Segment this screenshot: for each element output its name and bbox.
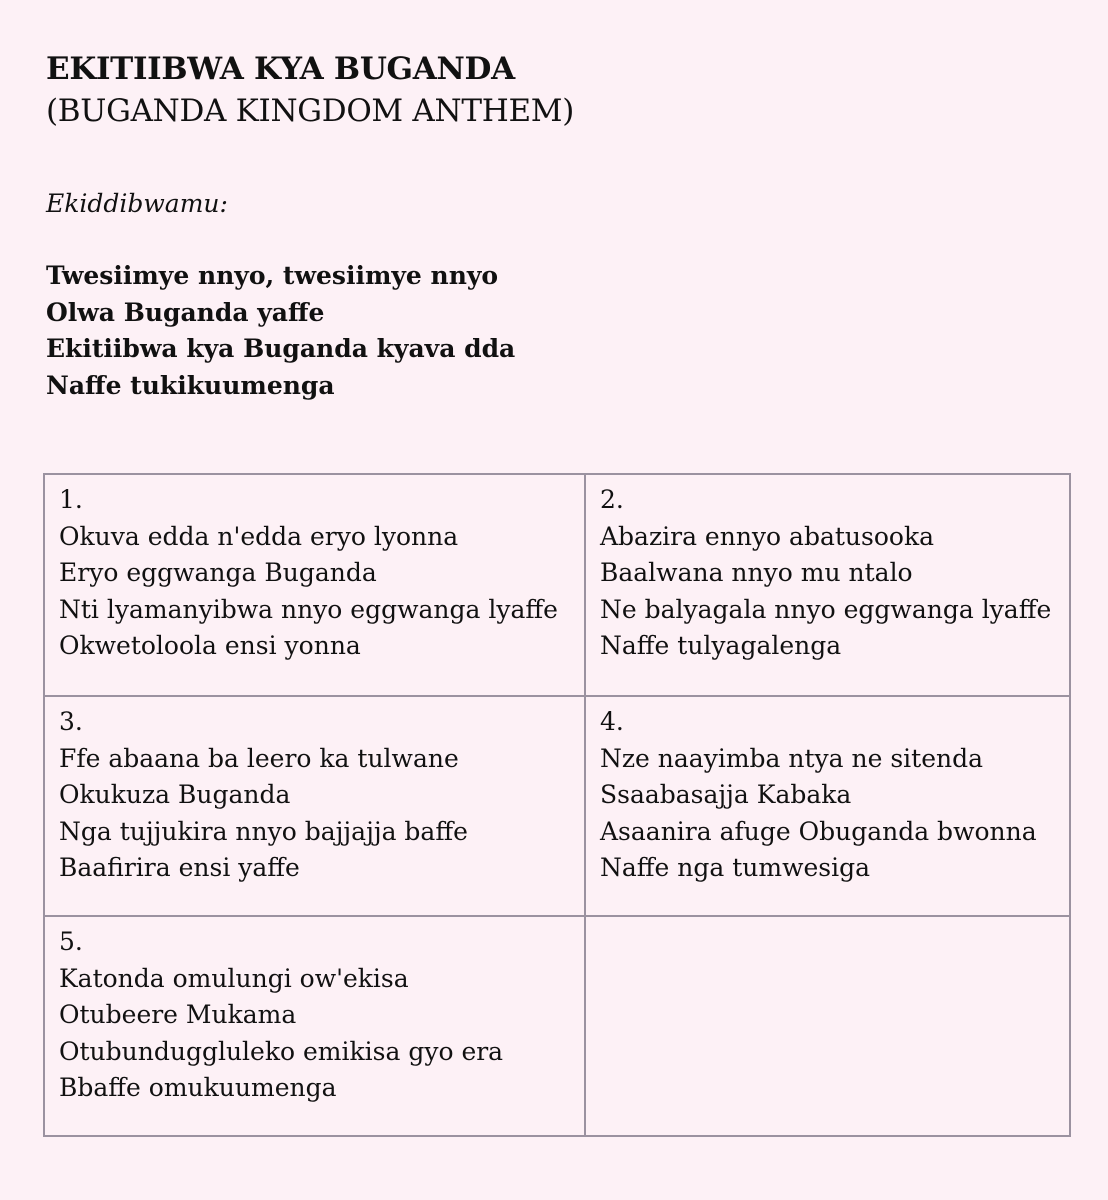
verse-line: Bbaffe omukuumenga bbox=[59, 1073, 337, 1103]
verse-line: Ffe abaana ba leero ka tulwane bbox=[59, 743, 459, 773]
verse-line: Nga tujjukira nnyo bajjajja baffe bbox=[59, 816, 468, 846]
verse-line: Baalwana nnyo mu ntalo bbox=[600, 558, 913, 588]
verse-line: Eryo eggwanga Buganda bbox=[59, 558, 377, 588]
verse-cell-3 bbox=[44, 696, 585, 916]
verse-line: Nze naayimba ntya ne sitenda bbox=[600, 743, 984, 773]
chorus-line: Twesiimye nnyo, twesiimye nnyo bbox=[46, 261, 499, 290]
verse-cell-1 bbox=[44, 474, 585, 696]
verse-number: 3. bbox=[59, 707, 83, 736]
chorus bbox=[46, 258, 515, 404]
verse-line: Asaanira afuge Obuganda bwonna bbox=[600, 816, 1037, 846]
verse-cell-4 bbox=[585, 696, 1070, 916]
verse-line: Abazira ennyo abatusooka bbox=[600, 521, 934, 551]
verse-line: Katonda omulungi ow'ekisa bbox=[59, 963, 409, 993]
verse-number: 1. bbox=[59, 485, 83, 514]
verse-line: Okukuza Buganda bbox=[59, 780, 291, 810]
document-title: EKITIIBWA KYA BUGANDA bbox=[46, 51, 515, 87]
table-row bbox=[44, 696, 1070, 916]
verse-line: Nti lyamanyibwa nnyo eggwanga lyaffe bbox=[59, 594, 558, 624]
verse-number: 2. bbox=[600, 485, 624, 514]
verse-line: Okuva edda n'edda eryo lyonna bbox=[59, 521, 459, 551]
verse-line: Ne balyagala nnyo eggwanga lyaffe bbox=[600, 594, 1052, 624]
chorus-label: Ekiddibwamu: bbox=[46, 189, 228, 218]
chorus-line: Naffe tukikuumenga bbox=[46, 370, 335, 400]
table-row bbox=[44, 916, 1070, 1136]
chorus-line: Olwa Buganda yaffe bbox=[46, 297, 325, 327]
verse-cell-5 bbox=[44, 916, 585, 1136]
document-subtitle: (BUGANDA KINGDOM ANTHEM) bbox=[46, 93, 575, 129]
empty-cell bbox=[585, 916, 1070, 1136]
verse-line: Naffe tulyagalenga bbox=[600, 631, 842, 661]
verse-cell-2 bbox=[585, 474, 1070, 696]
verses-table bbox=[43, 473, 1071, 1137]
chorus-line: Ekitiibwa kya Buganda kyava dda bbox=[46, 334, 516, 363]
table-row bbox=[44, 474, 1070, 696]
verse-line: Naffe nga tumwesiga bbox=[600, 853, 871, 883]
verse-line: Baafirira ensi yaffe bbox=[59, 853, 300, 883]
verse-line: Ssaabasajja Kabaka bbox=[600, 780, 852, 810]
verse-line: Otubunduggluleko emikisa gyo era bbox=[59, 1036, 504, 1066]
verse-line: Okwetoloola ensi yonna bbox=[59, 631, 361, 661]
verse-number: 5. bbox=[59, 927, 83, 956]
verse-line: Otubeere Mukama bbox=[59, 1000, 297, 1030]
verse-number: 4. bbox=[600, 707, 624, 736]
